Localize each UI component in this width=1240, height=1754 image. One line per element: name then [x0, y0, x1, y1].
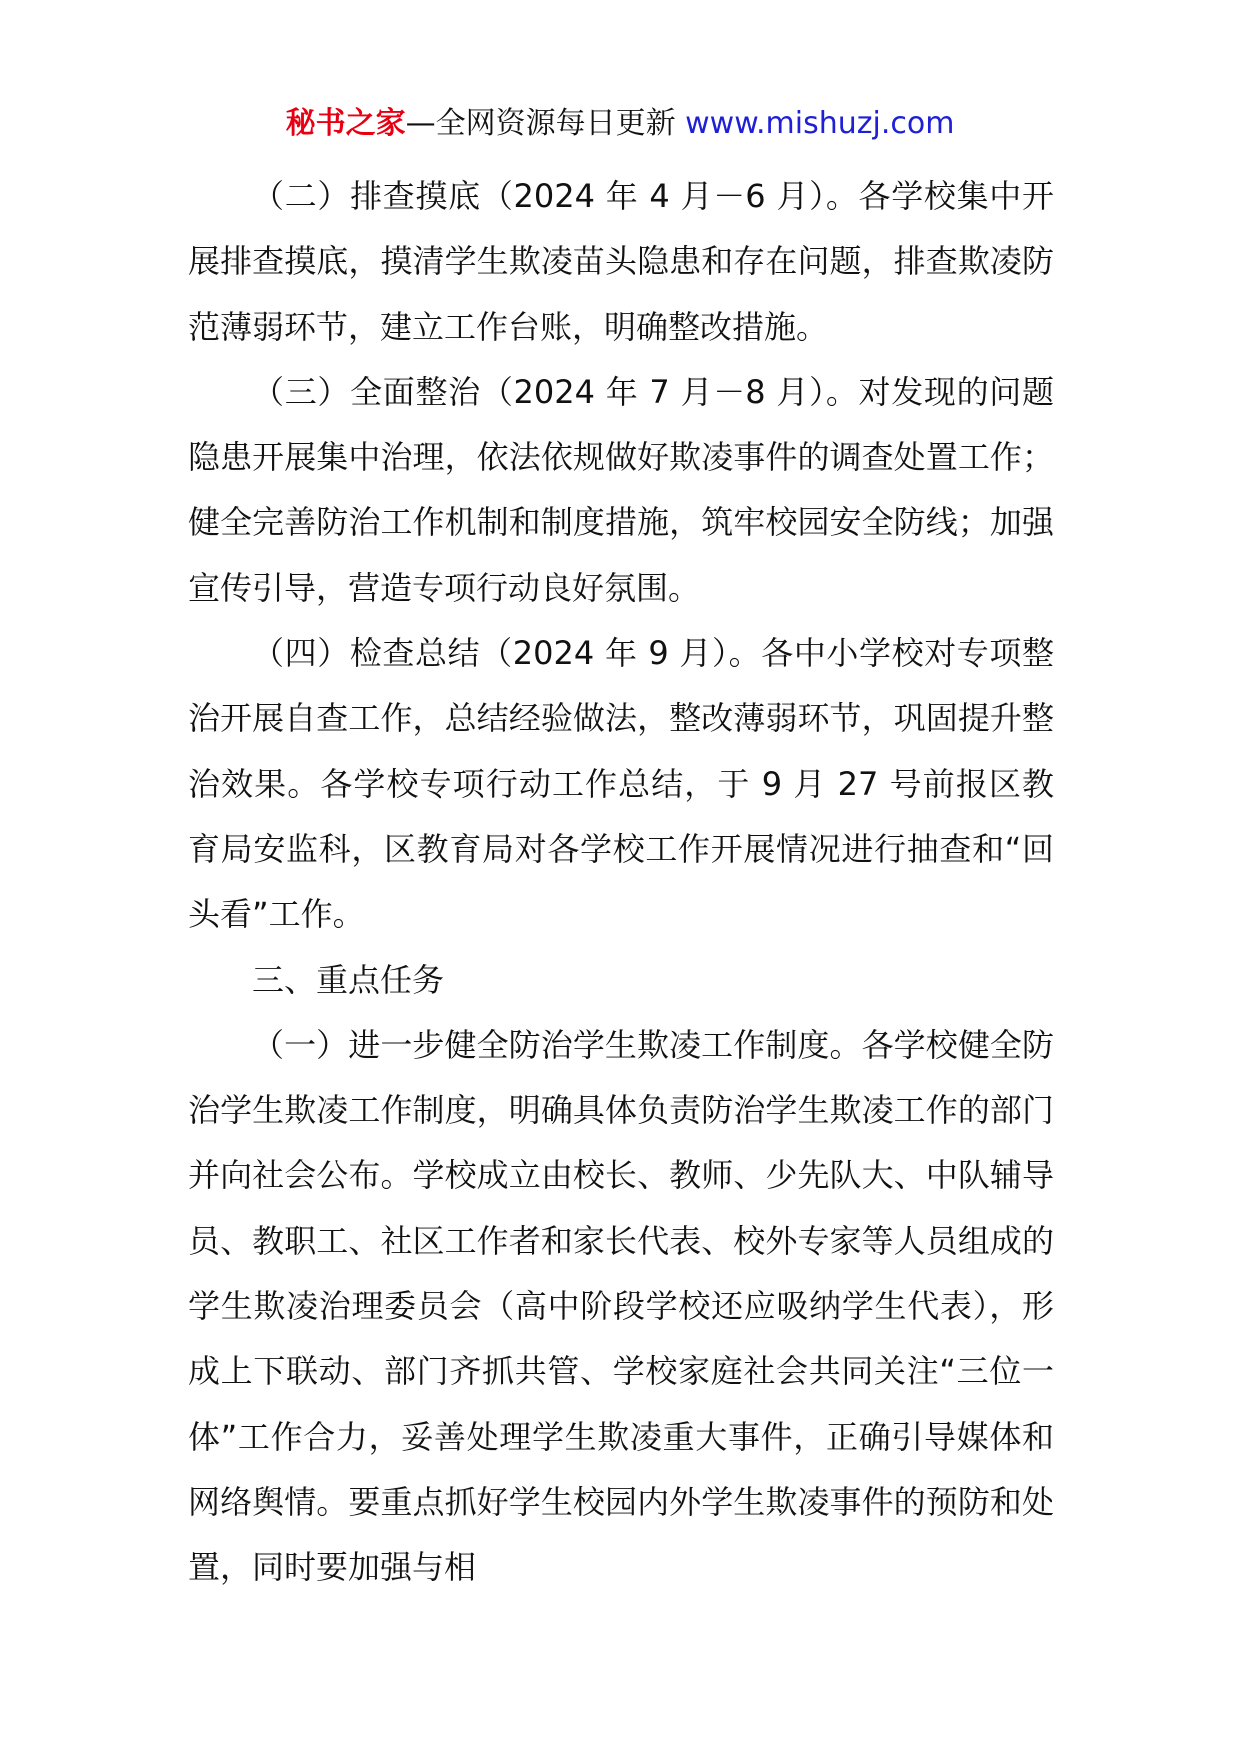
- site-brand: 秘书之家: [285, 106, 406, 141]
- site-watermark-header: [0, 100, 1240, 148]
- site-url: www.mishuzj.com: [685, 106, 955, 141]
- paragraph-inspection-summary: （四）检查总结（2024 年 9 月）。各中小学校对专项整治开展自查工作，总结经验做法，整改薄弱环节，巩固提升整治效果。各学校专项行动工作总结，于 9 月 27 号前报区教育局安监科，区教育局对各学校工作开展情况进行抽查和“回头看”工作。: [188, 634, 1054, 934]
- document-body: [188, 164, 1054, 1601]
- paragraph-investigation: （二）排查摸底（2024 年 4 月－6 月）。各学校集中开展排查摸底，摸清学生欺凌苗头隐患和存在问题，排查欺凌防范薄弱环节，建立工作台账，明确整改措施。: [188, 177, 1054, 346]
- section-heading-key-tasks: 三、重点任务: [252, 960, 445, 999]
- site-tagline: —全网资源每日更新: [405, 106, 686, 141]
- paragraph-rectification: （三）全面整治（2024 年 7 月－8 月）。对发现的问题隐患开展集中治理，依法依规做好欺凌事件的调查处置工作；健全完善防治工作机制和制度措施，筑牢校园安全防线；加强宣传引导，营造专项行动良好氛围。: [188, 372, 1054, 607]
- paragraph-task-one: （一）进一步健全防治学生欺凌工作制度。各学校健全防治学生欺凌工作制度，明确具体负责防治学生欺凌工作的部门并向社会公布。学校成立由校长、教师、少先队大、中队辅导员、教职工、社区工作者和家长代表、校外专家等人员组成的学生欺凌治理委员会（高中阶段学校还应吸纳学生代表），形成上下联动、部门齐抓共管、学校家庭社会共同关注“三位一体”工作合力，妥善处理学生欺凌重大事件，正确引导媒体和网络舆情。要重点抓好学生校园内外学生欺凌事件的预防和处置，同时要加强与相: [188, 1025, 1054, 1587]
